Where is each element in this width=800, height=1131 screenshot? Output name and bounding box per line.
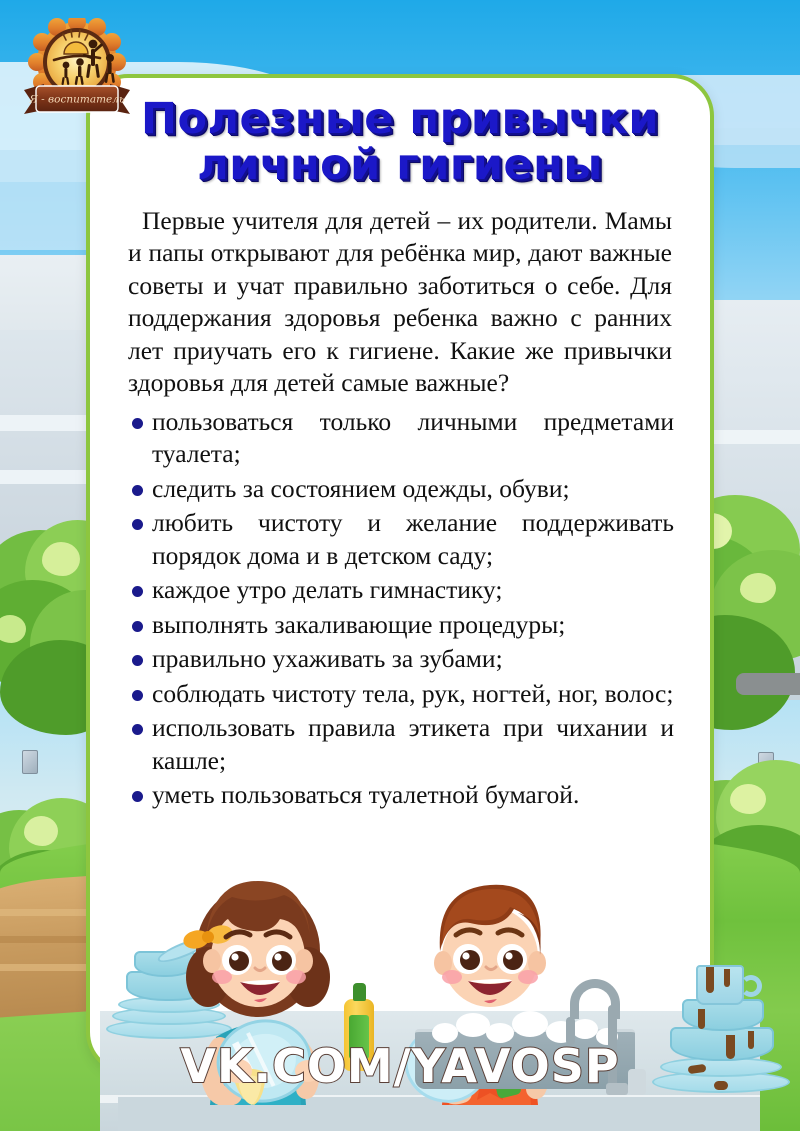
mug-handle	[740, 975, 762, 997]
list-item: следить за состоянием одежды, обуви;	[126, 473, 674, 506]
window-icon	[22, 750, 38, 774]
suds	[512, 1011, 548, 1037]
habits-list	[126, 406, 674, 812]
list-item: уметь пользоваться туалетной бумагой.	[126, 779, 674, 812]
suds	[572, 1019, 598, 1039]
suds	[456, 1013, 490, 1037]
list-item: правильно ухаживать за зубами;	[126, 643, 674, 676]
illustration	[0, 851, 800, 1131]
logo-icon	[18, 18, 136, 118]
page-title	[106, 96, 694, 189]
faucet-curve	[570, 979, 620, 1019]
logo-badge	[18, 18, 136, 118]
list-item: пользоваться только личными предметами туалета;	[126, 406, 674, 471]
card-inner	[90, 78, 710, 814]
list-item: каждое утро делать гимнастику;	[126, 574, 674, 607]
logo-ribbon-text: Я - воспитатель	[29, 93, 125, 106]
intro-paragraph: Первые учителя для детей – их родители. Мамы и папы открывают для ребёнка мир, дают важные советы и учат правильно заботиться о себе. Для поддержания здоровья ребенка важно с ранних лет приучать его к гигиене. Какие же привычки здоровья для детей самые важные?	[128, 205, 672, 398]
dirty-mug	[696, 965, 744, 1005]
ribbon	[24, 84, 130, 114]
title-line-1: Полезные привычки	[141, 94, 659, 144]
list-item: соблюдать чистоту тела, рук, ногтей, ног, волос;	[126, 678, 674, 711]
title-line-2: личной гигиены	[197, 140, 603, 191]
list-item: выполнять закаливающие процедуры;	[126, 609, 674, 642]
soap-cap	[353, 983, 366, 1001]
list-item: любить чистоту и желание поддерживать порядок дома и в детском саду;	[126, 507, 674, 572]
list-item: использовать правила этикета при чихании и кашле;	[126, 712, 674, 777]
watermark: VK.COM/YAVOSP	[180, 1039, 620, 1093]
